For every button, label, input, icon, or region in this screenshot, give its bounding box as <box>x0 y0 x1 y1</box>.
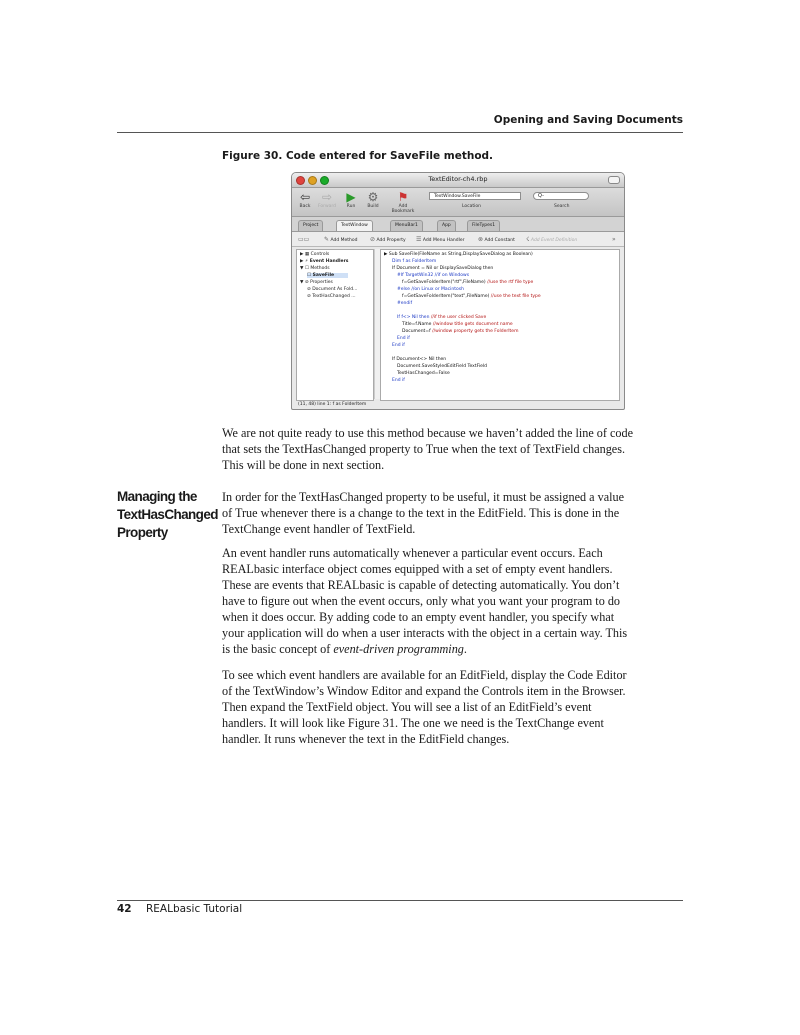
add-constant-icon: ⊗ <box>478 236 484 243</box>
add-constant-button: ⊗ Add Constant <box>478 236 515 243</box>
add-event-definition-button: ☇ Add Event Definition <box>526 236 578 243</box>
tab-textwindow: TextWindow <box>336 220 373 231</box>
code-line: #If TargetWin32 //if on Windows <box>397 273 470 278</box>
code-line: End if <box>392 378 405 383</box>
text-line: Then expand the TextField object. You will see a list of an EditField’s event <box>222 700 592 714</box>
add-menu-handler-button: ☰ Add Menu Handler <box>416 236 465 243</box>
toolbar-toggle-icon <box>608 176 620 184</box>
code-browser <box>296 249 374 401</box>
ide-window-screenshot <box>291 172 625 410</box>
add-property-icon: ⊘ <box>370 236 376 243</box>
code-editor <box>380 249 620 401</box>
browser-item-texthaschanged: ⊘ TextHasChanged ... <box>307 294 356 299</box>
text-line: In order for the TextHasChanged property to be useful, it must be assigned a value <box>222 490 625 504</box>
code-line: If Document = Nil or DisplaySaveDialog then <box>392 266 494 271</box>
code-line: Document.SaveStyledEditField TextField <box>397 364 487 369</box>
bookmark-icon: ⚑ <box>397 190 409 204</box>
back-arrow-icon: ⇦ <box>299 190 311 204</box>
build-button: ⚙ Build <box>362 190 384 209</box>
tab-filetypes1: FileTypes1 <box>467 220 500 231</box>
code-line: If Document<> Nil then <box>392 357 447 362</box>
text-line: that sets the TextHasChanged property to True when the text of TextField changes. <box>222 442 625 456</box>
code-line: Dim f as FolderItem <box>392 259 437 264</box>
code-line: End if <box>392 343 405 348</box>
window-title: TextEditor-ch4.rbp <box>428 175 488 183</box>
text-line: handler. It runs whenever the text in the EditField changes. <box>222 732 510 746</box>
browser-item-methods: ▼ ☐ Methods <box>300 266 330 271</box>
search-field: Q- <box>533 192 589 200</box>
add-method-icon: ✎ <box>324 236 330 243</box>
gear-icon: ⚙ <box>367 190 379 204</box>
location-field: TextWindow.SaveFile <box>429 192 521 200</box>
browser-item-event-handlers: ▶ ⚡ Event Handlers <box>300 259 349 264</box>
browser-item-savefile: ☐ SaveFile <box>307 273 348 278</box>
text-line: is the basic concept of event-driven programming. <box>222 642 467 656</box>
editor-tabs <box>292 217 624 232</box>
search-label: Search <box>554 204 570 209</box>
footer-rule <box>117 900 683 901</box>
text-line: of the TextWindow’s Window Editor and expand the Controls item in the Browser. <box>222 684 626 698</box>
forward-button: ⇨ Forward <box>317 190 337 209</box>
paragraph-intro <box>222 425 684 473</box>
add-property-button: ⊘ Add Property <box>370 236 406 243</box>
text-line: These are events that REALbasic is capable of detecting automatically. You don’t <box>222 578 620 592</box>
text-line: when it does occur. By adding code to an empty event handler, you specify what <box>222 610 615 624</box>
figure-caption: Figure 30. Code entered for SaveFile method. <box>222 150 494 162</box>
text-line: REALbasic interface object comes equipped with a set of empty event handlers. <box>222 562 613 576</box>
page-number: 42 <box>117 903 132 915</box>
add-event-definition-icon: ☇ <box>526 236 530 243</box>
run-icon: ▶ <box>346 190 356 204</box>
add-bookmark-button: ⚑ Add Bookmark <box>388 190 418 214</box>
browser-item-controls: ▶ ▦ Controls <box>300 252 330 257</box>
paragraph-code-editor <box>222 667 684 747</box>
code-line: f=GetSaveFolderItem("text",FileName) //use the text file type <box>402 294 541 299</box>
paragraph-textchange <box>222 489 684 537</box>
paragraph-event-handlers <box>222 545 684 657</box>
code-line: ▶ Sub SaveFile(FileName as String,DisplaySaveDialog as Boolean) <box>384 252 533 257</box>
section-heading <box>117 488 218 542</box>
code-line: f=GetSaveFolderItem("rtf",FileName) //use the rtf file type <box>402 280 534 285</box>
overflow-chevron-icon: » <box>612 236 616 243</box>
ide-toolbar <box>292 188 624 217</box>
back-button: ⇦ Back <box>294 190 316 209</box>
heading-line: Managing the <box>117 489 197 504</box>
text-line: handlers. It will look like Figure 31. The one we need is the TextChange event <box>222 716 604 730</box>
location-label: Location <box>462 204 482 209</box>
code-line: Document=f //window property gets the FolderItem <box>402 329 519 334</box>
code-line: TextHasChanged=False <box>397 371 450 376</box>
emphasis: event-driven programming <box>333 642 464 656</box>
text-line: To see which event handlers are available for an EditField, display the Code Editor <box>222 668 627 682</box>
text-line: have to figure out when the event occurs, only what you want your program to do <box>222 594 621 608</box>
tab-app: App <box>437 220 456 231</box>
code-line: #else //on Linux or Macintosh <box>397 287 464 292</box>
forward-arrow-icon: ⇨ <box>321 190 333 204</box>
code-line: Title=f.Name //window title gets document name <box>402 322 513 327</box>
heading-line: TextHasChanged <box>117 507 218 522</box>
text-line: your application will do when a user interacts with the object in a certain way. This <box>222 626 628 640</box>
heading-line: Property <box>117 525 168 540</box>
browser-item-document: ⊘ Document As Fold... <box>307 287 358 292</box>
add-menu-handler-icon: ☰ <box>416 236 422 243</box>
browser-item-properties: ▼ ⊘ Properties <box>300 280 333 285</box>
footer-title: REALbasic Tutorial <box>146 903 243 915</box>
code-line: #endif <box>397 301 413 306</box>
text-line: An event handler runs automatically whenever a particular event occurs. Each <box>222 546 603 560</box>
editor-status-bar: (11, 48) line 1: f as FolderItem <box>298 402 367 407</box>
code-line: End if <box>397 336 410 341</box>
running-head: Opening and Saving Documents <box>493 114 683 126</box>
add-method-button: ✎ Add Method <box>324 236 358 243</box>
text-line: This will be done in next section. <box>222 458 385 472</box>
tab-menubar1: MenuBar1 <box>390 220 423 231</box>
window-titlebar <box>292 173 624 188</box>
run-button: ▶ Run <box>340 190 362 209</box>
tab-project: Project <box>298 220 323 231</box>
text-line: We are not quite ready to use this method because we haven’t added the line of code <box>222 426 633 440</box>
text-line: of True whenever there is a change to the text in the EditField. This is done in the <box>222 506 620 520</box>
code-editor-toolbar <box>292 232 624 247</box>
view-toggle-icon: ▭▭ <box>298 236 310 243</box>
code-line: If f<> Nil then //if the user clicked Save <box>397 315 487 320</box>
header-rule <box>117 132 683 133</box>
text-line: TextChange event handler of TextField. <box>222 522 416 536</box>
